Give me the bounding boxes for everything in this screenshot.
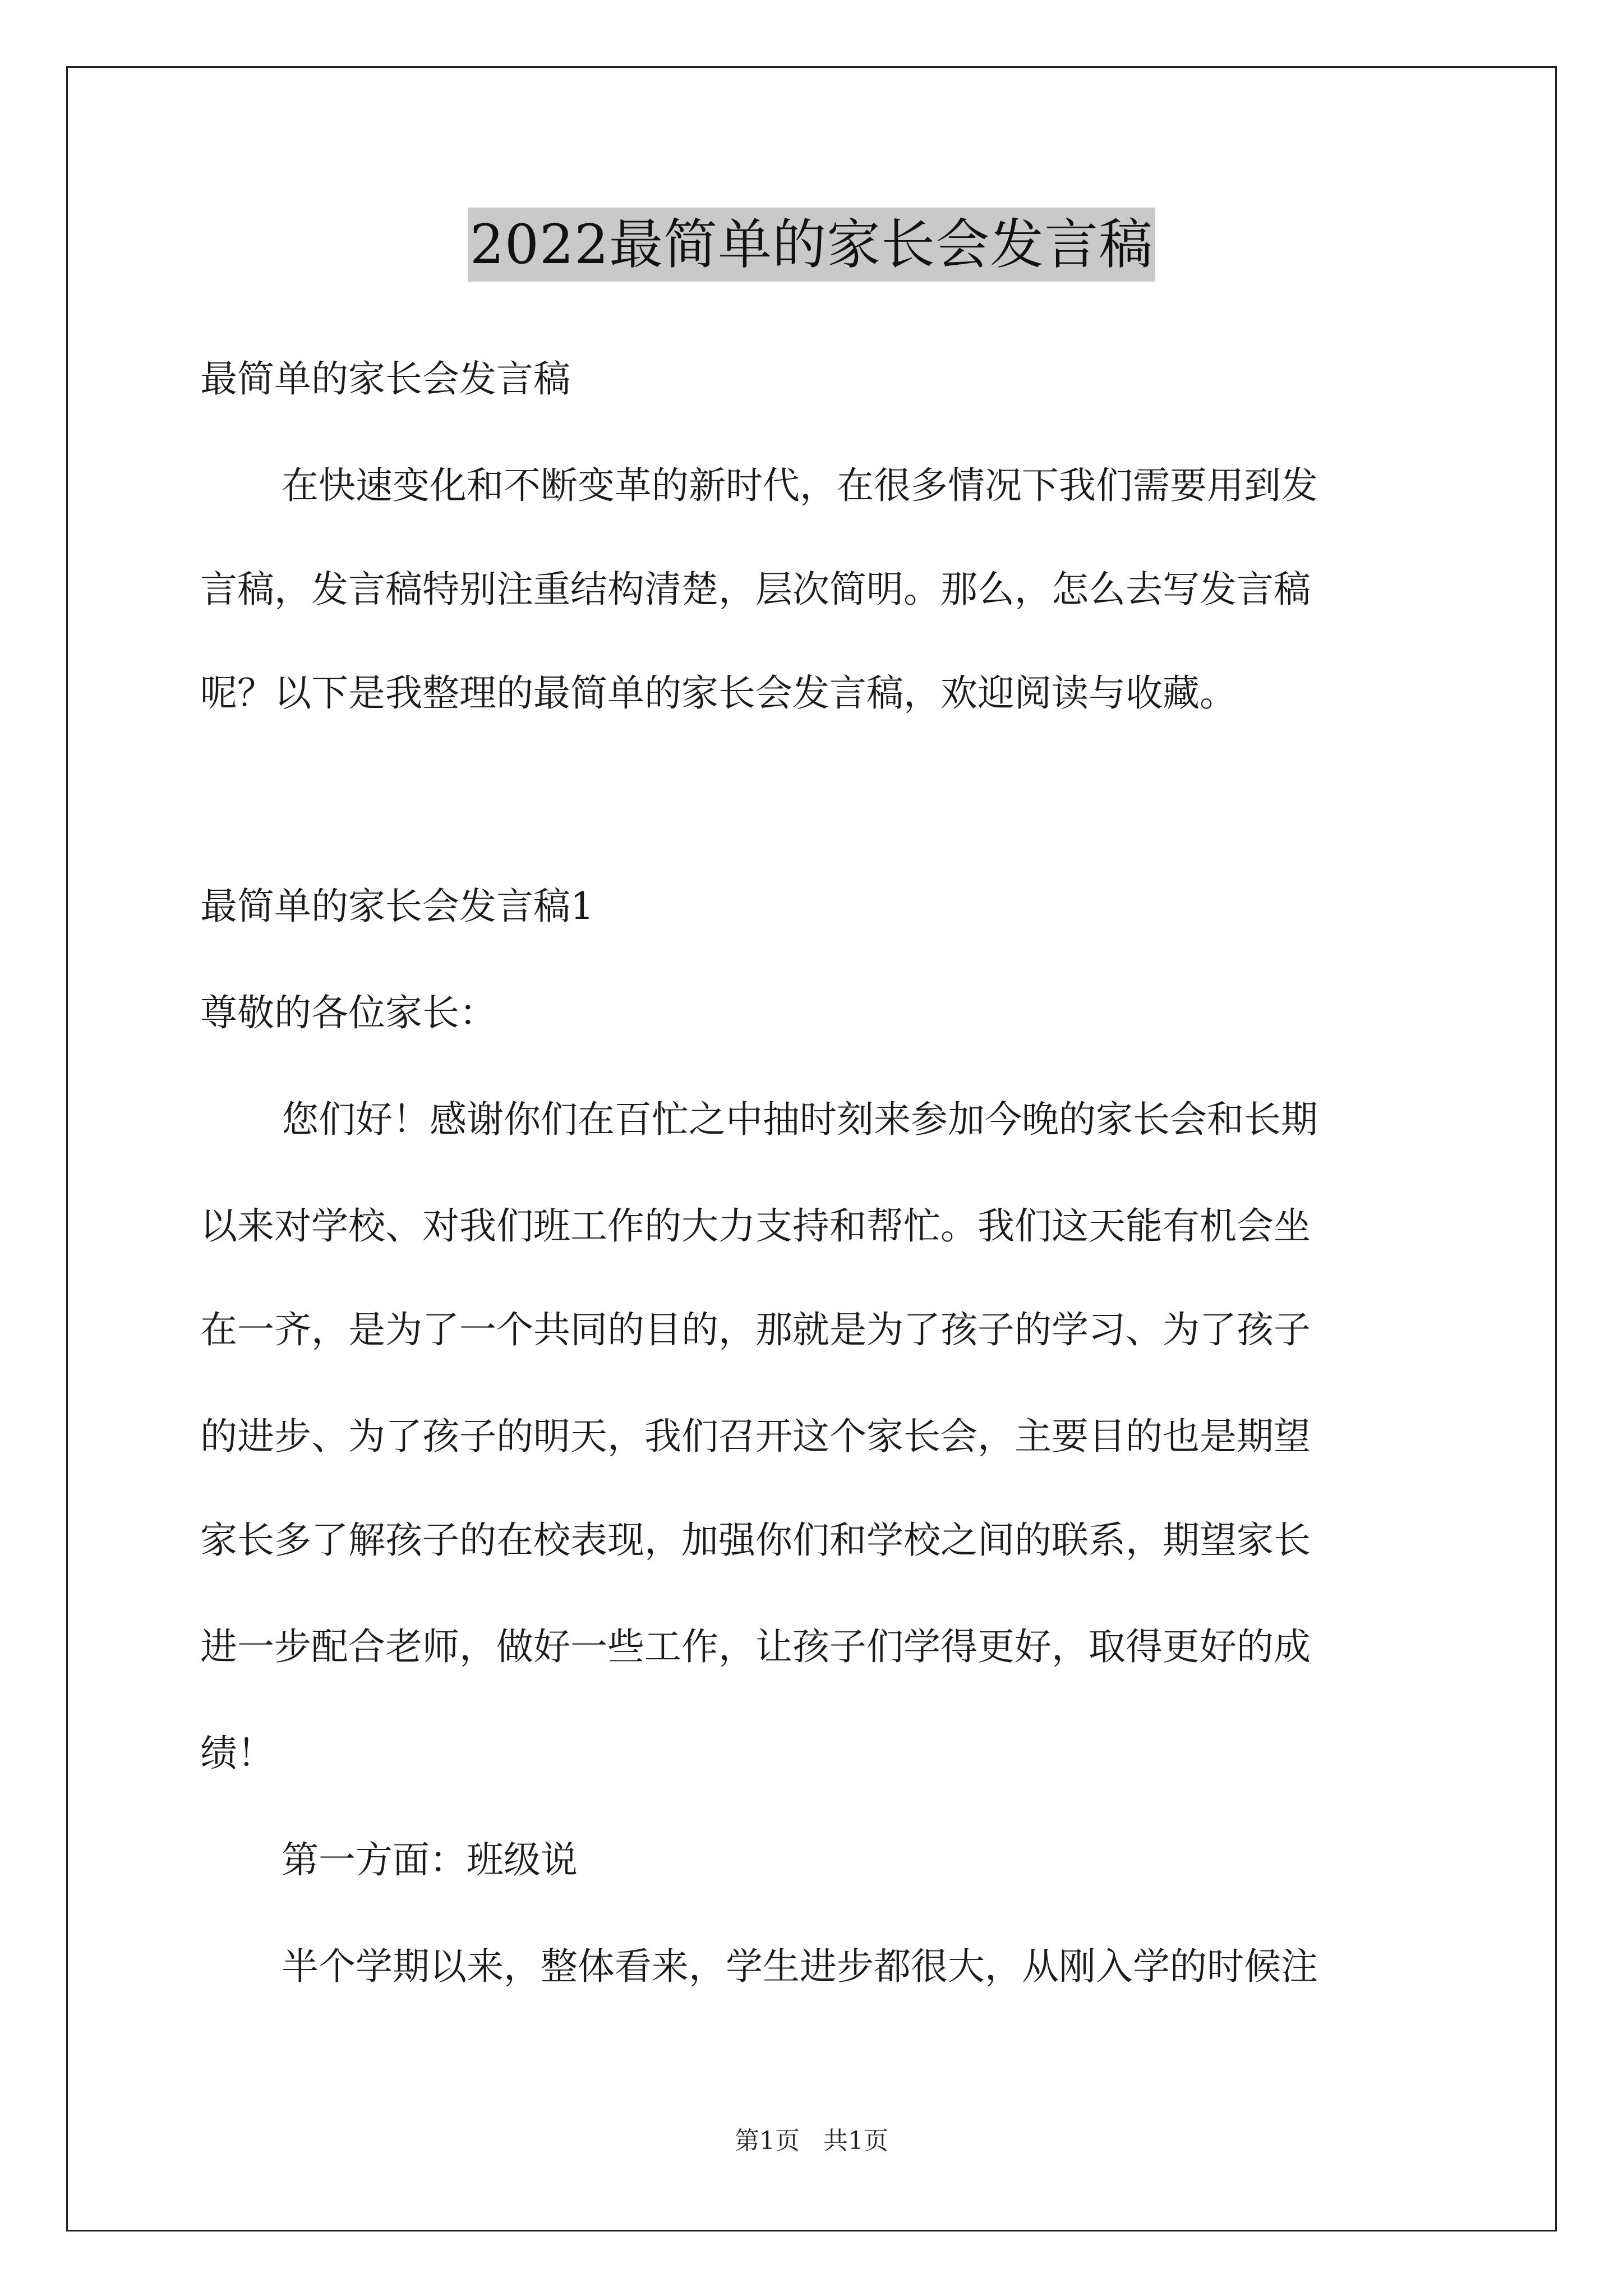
body-line: 您们好！感谢你们在百忙之中抽时刻来参加今晚的家长会和长期 xyxy=(282,1098,1318,1141)
title-container xyxy=(0,208,1623,282)
page-footer xyxy=(0,2120,1623,2156)
page-total: 共1页 xyxy=(823,2127,888,2155)
section-heading: 最简单的家长会发言稿1 xyxy=(200,885,594,928)
greeting: 尊敬的各位家长： xyxy=(200,991,496,1034)
page-number: 第1页 xyxy=(735,2127,800,2155)
body-line: 以来对学校、对我们班工作的大力支持和帮忙。我们这天能有机会坐 xyxy=(200,1204,1311,1248)
body-line: 进一步配合老师，做好一些工作，让孩子们学得更好，取得更好的成 xyxy=(200,1625,1311,1668)
intro-line: 呢？以下是我整理的最简单的家长会发言稿，欢迎阅读与收藏。 xyxy=(200,671,1237,715)
body-line: 在一齐，是为了一个共同的目的，那就是为了孩子的学习、为了孩子 xyxy=(200,1308,1311,1351)
body-line: 家长多了解孩子的在校表现，加强你们和学校之间的联系，期望家长 xyxy=(200,1519,1311,1562)
body-line: 绩！ xyxy=(200,1732,274,1775)
body-line: 半个学期以来，整体看来，学生进步都很大，从刚入学的时候注 xyxy=(282,1945,1318,1988)
body-line: 的进步、为了孩子的明天，我们召开这个家长会，主要目的也是期望 xyxy=(200,1415,1311,1458)
part-heading: 第一方面：班级说 xyxy=(282,1838,578,1881)
document-title: 2022最简单的家长会发言稿 xyxy=(468,208,1155,282)
document-subtitle: 最简单的家长会发言稿 xyxy=(200,357,570,401)
intro-line: 言稿，发言稿特别注重结构清楚，层次简明。那么，怎么去写发言稿 xyxy=(200,568,1311,611)
intro-line: 在快速变化和不断变革的新时代，在很多情况下我们需要用到发 xyxy=(282,464,1318,507)
